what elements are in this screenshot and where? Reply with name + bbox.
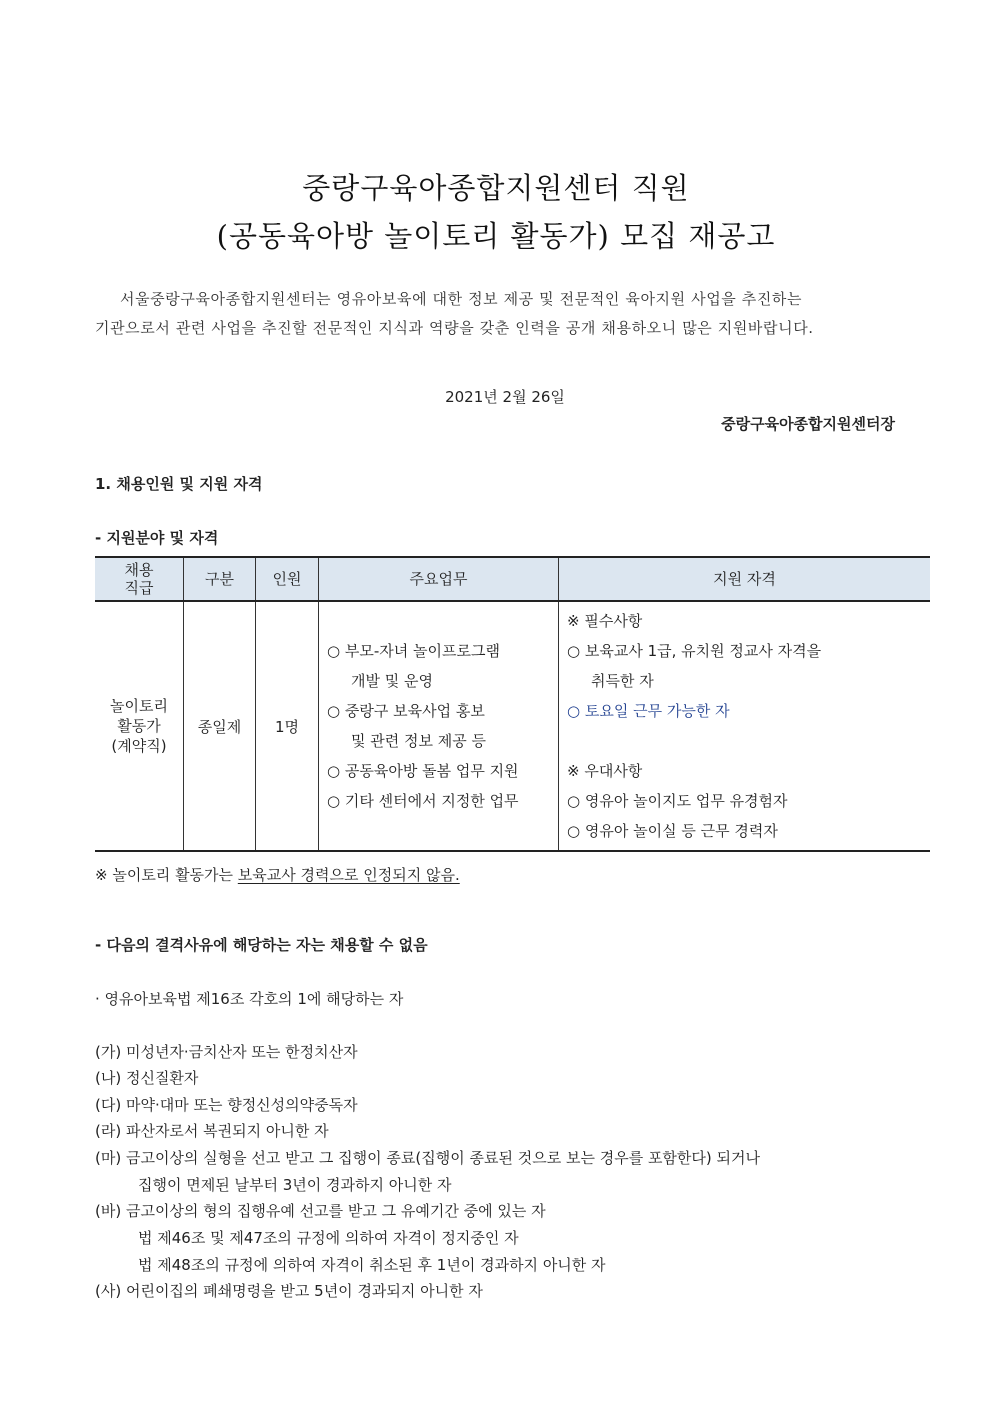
disqualification-heading: - 다음의 결격사유에 해당하는 자는 채용할 수 없음 [95, 936, 428, 954]
intro-paragraph [95, 285, 920, 343]
table-footnote [95, 864, 460, 885]
qualification-spacer [567, 726, 930, 756]
header-type: 구분 [184, 557, 256, 601]
footnote-prefix: ※ 놀이토리 활동가는 [95, 866, 238, 884]
qualification-item: ※ 필수사항 [567, 612, 643, 630]
duty-item: ○ 기타 센터에서 지정한 업무 [327, 792, 519, 810]
qualification-item: ※ 우대사항 [567, 762, 643, 780]
qualification-item: ○ 영유아 놀이실 등 근무 경력자 [567, 822, 778, 840]
cell-rank-line3: (계약직) [111, 737, 167, 755]
cell-rank-line1: 놀이토리 [110, 697, 168, 715]
table-header-row [95, 557, 930, 601]
page-title-line2: (공동육아방 놀이토리 활동가) 모집 재공고 [216, 219, 776, 253]
cell-qualifications [559, 601, 931, 851]
header-rank-line1: 채용 [124, 561, 154, 579]
recruitment-table [95, 556, 930, 852]
qualification-item: ○ 보육교사 1급, 유치원 정교사 자격을 [567, 642, 822, 660]
section1-heading: 1. 채용인원 및 지원 자격 [95, 475, 263, 493]
qualification-item: 취득한 자 [591, 672, 654, 690]
disqualification-item: (사) 어린이집의 폐쇄명령을 받고 5년이 경과되지 아니한 자 [95, 1282, 483, 1300]
page-title-line1: 중랑구육아종합지원센터 직원 [302, 171, 690, 205]
cell-duties [319, 601, 559, 851]
disqualification-item: (바) 금고이상의 형의 집행유예 선고를 받고 그 유예기간 중에 있는 자 [95, 1202, 546, 1220]
disqualification-item: (라) 파산자로서 복권되지 아니한 자 [95, 1122, 329, 1140]
organization-signature: 중랑구육아종합지원센터장 [721, 415, 895, 433]
header-qualifications: 지원 자격 [559, 557, 931, 601]
disqualification-law: · 영유아보육법 제16조 각호의 1에 해당하는 자 [95, 990, 404, 1008]
section1-subheading: - 지원분야 및 자격 [95, 529, 219, 547]
disqualification-item: (나) 정신질환자 [95, 1069, 199, 1087]
intro-line2: 기관으로서 관련 사업을 추진할 전문적인 지식과 역량을 갖춘 인력을 공개 채용하오니 많은 지원바랍니다. [95, 319, 814, 337]
header-duties: 주요업무 [319, 557, 559, 601]
intro-line1: 서울중랑구육아종합지원센터는 영유아보육에 대한 정보 제공 및 전문적인 육아지원 사업을 추진하는 [120, 290, 803, 308]
disqualification-item: (다) 마약·대마 또는 향정신성의약중독자 [95, 1096, 358, 1114]
table-row [95, 601, 930, 851]
footnote-underlined: 보육교사 경력으로 인정되지 않음. [237, 866, 460, 884]
disqualification-item: (마) 금고이상의 실형을 선고 받고 그 집행이 종료(집행이 종료된 것으로 보는 경우를 포함한다) 되거나 [95, 1149, 760, 1167]
duty-item: 개발 및 운영 [351, 672, 433, 690]
disqualification-item-cont: 법 제46조 및 제47조의 규정에 의하여 자격이 정지중인 자 [138, 1229, 519, 1247]
announcement-date: 2021년 2월 26일 [445, 388, 565, 406]
cell-rank-line2: 활동가 [117, 717, 161, 735]
duty-item: 및 관련 정보 제공 등 [351, 732, 486, 750]
header-rank [95, 557, 184, 601]
duty-item: ○ 공동육아방 돌봄 업무 지원 [327, 762, 519, 780]
header-rank-line2: 직급 [124, 579, 154, 597]
duty-item: ○ 중랑구 보육사업 홍보 [327, 702, 485, 720]
cell-count: 1명 [256, 601, 319, 851]
qualification-item: ○ 토요일 근무 가능한 자 [567, 702, 730, 720]
cell-rank [95, 601, 184, 851]
disqualification-item-cont: 법 제48조의 규정에 의하여 자격이 취소된 후 1년이 경과하지 아니한 자 [138, 1256, 606, 1274]
cell-type: 종일제 [184, 601, 256, 851]
disqualification-item-cont: 집행이 면제된 날부터 3년이 경과하지 아니한 자 [138, 1176, 452, 1194]
duty-item: ○ 부모-자녀 놀이프로그램 [327, 642, 500, 660]
disqualification-item: (가) 미성년자·금치산자 또는 한정치산자 [95, 1043, 358, 1061]
header-count: 인원 [256, 557, 319, 601]
qualification-item: ○ 영유아 놀이지도 업무 유경험자 [567, 792, 788, 810]
